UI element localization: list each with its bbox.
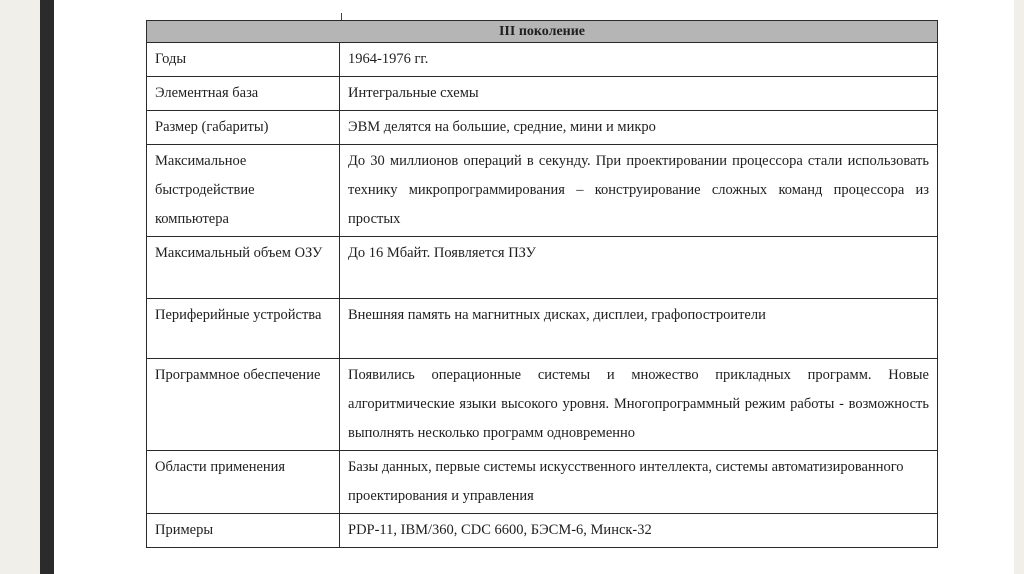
table-row [147,451,938,514]
table-header-row [147,21,938,43]
table-top-tick [341,13,342,20]
row-label: Размер (габариты) [147,111,340,145]
row-label: Элементная база [147,77,340,111]
row-value: ЭВМ делятся на большие, средние, мини и микро [340,111,938,145]
row-value: Появились операционные системы и множество прикладных программ. Новые алгоритмические языки высокого уровня. Многопрограммный режим работы - возможность выполнять несколько программ одновременно [340,359,938,451]
table-row [147,111,938,145]
left-border-bar [40,0,54,574]
row-value: Базы данных, первые системы искусственного интеллекта, системы автоматизированного проектирования и управления [340,451,938,514]
row-value: PDP-11, IBM/360, CDC 6600, БЭСМ-6, Минск-32 [340,514,938,548]
row-label: Примеры [147,514,340,548]
table-row [147,514,938,548]
table-row [147,145,938,237]
row-label: Максимальный объем ОЗУ [147,237,340,299]
row-label: Годы [147,43,340,77]
row-value: Внешняя память на магнитных дисках, дисплеи, графопостроители [340,299,938,359]
row-label: Области применения [147,451,340,514]
row-value: 1964-1976 гг. [340,43,938,77]
table-row [147,77,938,111]
row-label: Программное обеспечение [147,359,340,451]
row-value: До 16 Мбайт. Появляется ПЗУ [340,237,938,299]
table-row [147,359,938,451]
slide-canvas [54,0,1014,574]
table-row [147,299,938,359]
table-row [147,237,938,299]
row-label: Периферийные устройства [147,299,340,359]
table-row [147,43,938,77]
row-label: Максимальное быстродействие компьютера [147,145,340,237]
generation-table [146,20,938,548]
row-value: Интегральные схемы [340,77,938,111]
table-header: III поколение [147,21,938,43]
row-value: До 30 миллионов операций в секунду. При проектировании процессора стали использовать технику микропрограммирования – конструирование сложных команд процессора из простых [340,145,938,237]
